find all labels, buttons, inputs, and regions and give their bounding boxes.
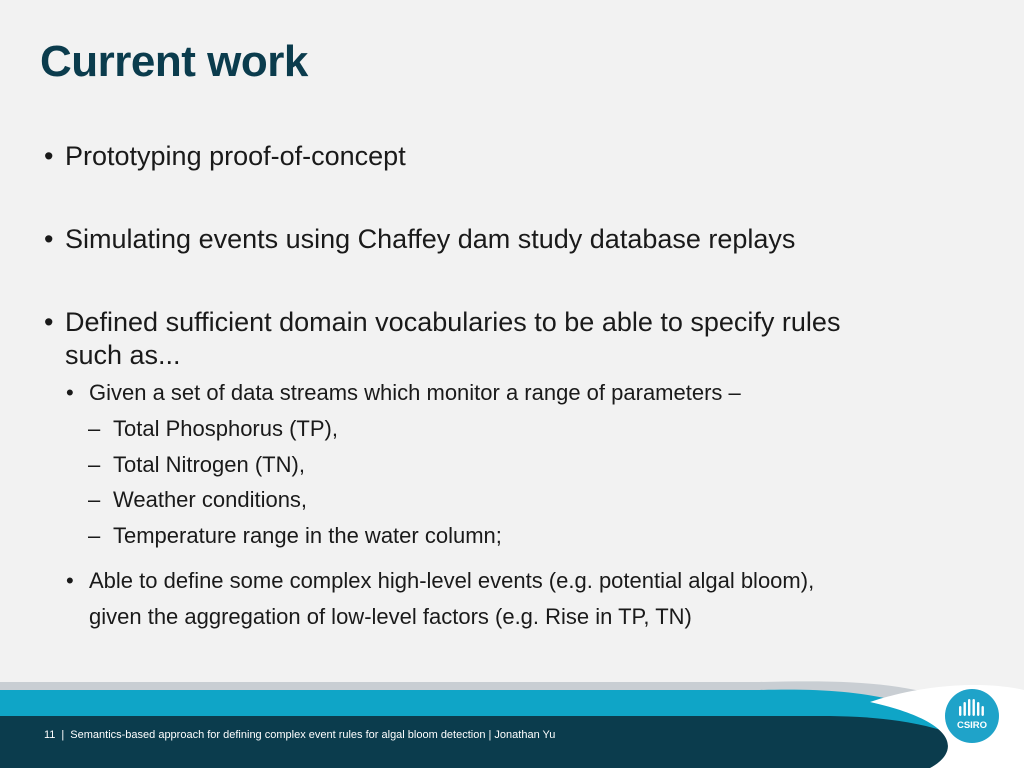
sub-bullet-item (66, 563, 966, 635)
sub-bullet-marker: • (66, 380, 74, 405)
dash-item (88, 411, 948, 447)
bullet-text-line: Defined sufficient domain vocabularies to be able to specify rules (65, 307, 841, 337)
sub-bullet-item (66, 375, 966, 411)
sub-bullet-text (89, 563, 814, 635)
dash-text: Total Phosphorus (TP), (113, 416, 338, 441)
footer-title: Semantics-based approach for defining complex event rules for algal bloom detection | Jonathan Yu (70, 729, 556, 741)
bullet-marker: • (44, 141, 54, 171)
bullet-text: Simulating events using Chaffey dam study database replays (65, 224, 796, 254)
bullet-text (65, 306, 840, 372)
page-number: 11 (44, 729, 56, 741)
bullet-item (44, 223, 984, 256)
sub-bullet-text-line: given the aggregation of low-level factors (e.g. Rise in TP, TN) (89, 604, 692, 629)
dash-text: Temperature range in the water column; (113, 523, 502, 548)
footer (44, 729, 555, 741)
dash-item (88, 447, 948, 483)
dash-text: Weather conditions, (113, 487, 308, 512)
dash-marker: – (88, 416, 101, 441)
sub-bullet-text: Given a set of data streams which monitor a range of parameters – (89, 380, 741, 405)
footer-band (0, 672, 1024, 768)
dash-marker: – (88, 523, 101, 548)
bullet-item (44, 140, 984, 173)
bullet-item (44, 306, 984, 372)
dash-text: Total Nitrogen (TN), (113, 452, 305, 477)
bullet-marker: • (44, 307, 54, 337)
csiro-logo-icon (944, 688, 1000, 744)
sub-bullet-marker: • (66, 568, 74, 593)
dash-item (88, 518, 948, 554)
footer-separator: | (61, 729, 65, 741)
dash-marker: – (88, 487, 101, 512)
dash-item (88, 482, 948, 518)
logo-text: CSIRO (956, 720, 988, 731)
bullet-text: Prototyping proof-of-concept (65, 141, 406, 171)
bullet-text-line: such as... (65, 340, 181, 370)
sub-bullet-text-line: Able to define some complex high-level events (e.g. potential algal bloom), (89, 568, 815, 593)
bullet-marker: • (44, 224, 54, 254)
slide-title: Current work (40, 37, 308, 86)
dash-marker: – (88, 452, 101, 477)
